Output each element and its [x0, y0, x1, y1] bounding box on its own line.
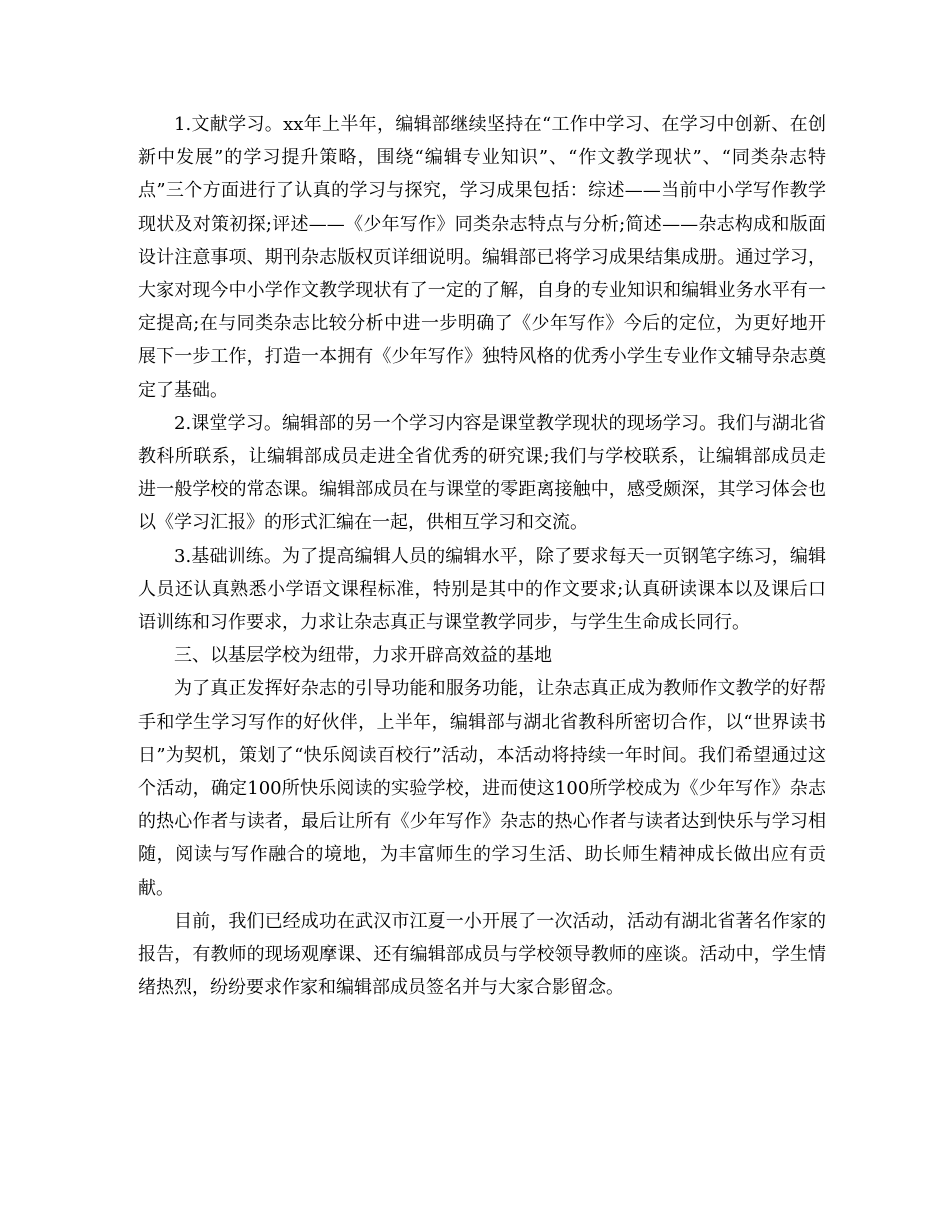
paragraph-current-activity: 目前，我们已经成功在武汉市江夏一小开展了一次活动，活动有湖北省著名作家的报告，有教师的现场观摩课、还有编辑部成员与学校领导教师的座谈。活动中，学生情绪热烈，纷纷要求作家和编辑部成员签名并与大家合影留念。 — [138, 910, 826, 999]
section-heading-grassroots-schools: 三、以基层学校为纽带，力求开辟高效益的基地 — [174, 645, 552, 667]
paragraph-literature-study: 1.文献学习。xx年上半年，编辑部继续坚持在“工作中学习、在学习中创新、在创新中发展”的学习提升策略，围绕“编辑专业知识”、“作文教学现状”、“同类杂志特点”三个方面进行了认真的学习与探究，学习成果包括：综述——当前中小学写作教学现状及对策初探;评述——《少年写作》同类杂志特点与分析;简述——杂志构成和版面设计注意事项、期刊杂志版权页详细说明。编辑部已将学习成果结集成册。通过学习，大家对现今中小学作文教学现状有了一定的了解，自身的专业知识和编辑业务水平有一定提高;在与同类杂志比较分析中进一步明确了《少年写作》今后的定位，为更好地开展下一步工作，打造一本拥有《少年写作》独特风格的优秀小学生专业作文辅导杂志奠定了基础。 — [138, 114, 826, 401]
paragraph-classroom-study: 2.课堂学习。编辑部的另一个学习内容是课堂教学现状的现场学习。我们与湖北省教科所联系，让编辑部成员走进全省优秀的研究课;我们与学校联系，让编辑部成员走进一般学校的常态课。编辑部成员在与课堂的零距离接触中，感受颇深，其学习体会也以《学习汇报》的形式汇编在一起，供相互学习和交流。 — [138, 412, 826, 534]
paragraph-basic-training: 3.基础训练。为了提高编辑人员的编辑水平，除了要求每天一页钢笔字练习，编辑人员还认真熟悉小学语文课程标准，特别是其中的作文要求;认真研读课本以及课后口语训练和习作要求，力求让杂志真正与课堂教学同步，与学生生命成长同行。 — [138, 545, 826, 634]
paragraph-reading-campaign: 为了真正发挥好杂志的引导功能和服务功能，让杂志真正成为教师作文教学的好帮手和学生学习写作的好伙伴，上半年，编辑部与湖北省教科所密切合作，以“世界读书日”为契机，策划了“快乐阅读百校行”活动，本活动将持续一年时间。我们希望通过这个活动，确定100所快乐阅读的实验学校，进而使这100所学校成为《少年写作》杂志的热心作者与读者，最后让所有《少年写作》杂志的热心作者与读者达到快乐与学习相随，阅读与写作融合的境地，为丰富师生的学习生活、助长师生精神成长做出应有贡献。 — [138, 678, 826, 899]
document-body — [138, 108, 826, 1004]
